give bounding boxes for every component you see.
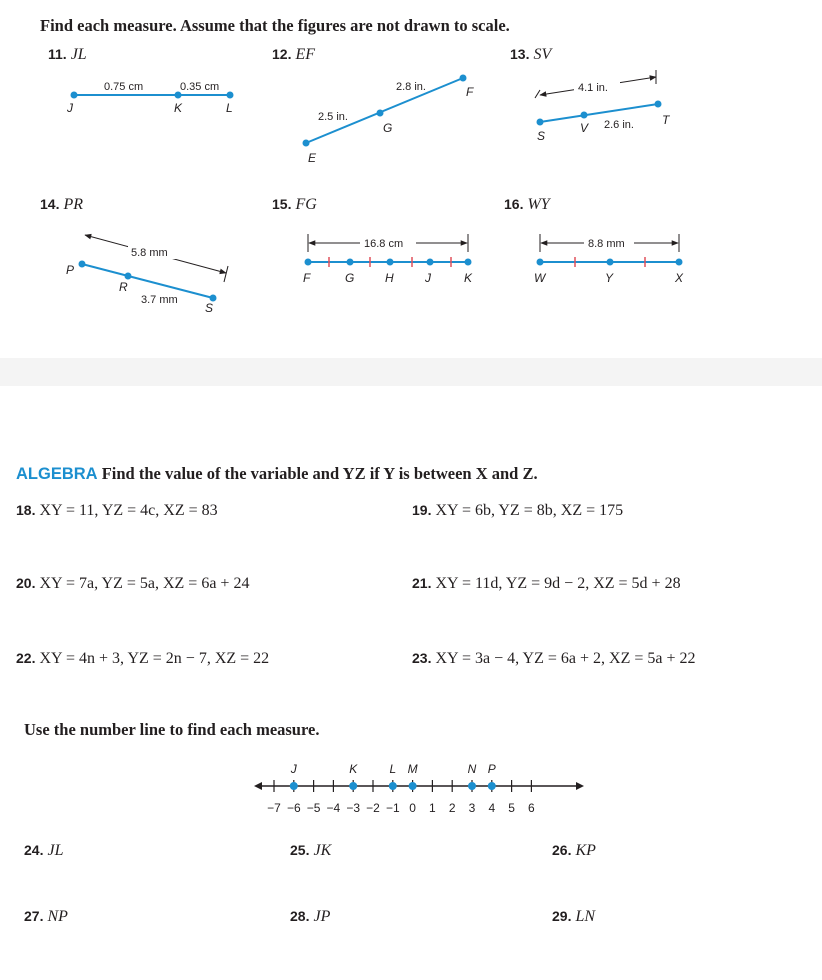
point-x [676,259,683,266]
point-f [305,259,312,266]
problem-text: XY = 11d, YZ = 9d − 2, XZ = 5d + 28 [435,575,681,592]
point-label: G [345,271,355,285]
problem-26 [552,842,596,860]
problem-text: XY = 7a, YZ = 5a, XZ = 6a + 24 [39,575,250,592]
figure-11 [66,81,234,115]
number-line [250,755,590,825]
problem-24 [24,842,63,860]
problem-number: 14. [40,196,60,212]
problem-expression: JK [313,842,332,859]
point-s [537,119,544,126]
problem-number: 22. [16,650,36,666]
point-j [71,92,78,99]
tick-label: −3 [346,801,361,815]
problem-expression: NP [47,908,68,925]
tick-label: 0 [409,801,416,815]
tick-label: 4 [488,801,496,815]
right-arrow-icon [576,782,584,790]
page-divider [0,358,822,386]
length-label: 0.35 cm [180,81,220,93]
problem-29 [552,908,595,926]
figure-14 [66,235,228,315]
point-label: K [174,101,183,115]
point-m [409,782,417,790]
point-l [227,92,234,99]
problem-expression: KP [575,842,596,859]
figure-12 [303,75,475,166]
point-f [460,75,467,82]
length-label: 2.6 in. [604,119,634,131]
point-label: K [349,762,358,776]
problem-number: 13. [510,46,530,62]
length-label: 16.8 cm [364,238,404,250]
length-label: 2.8 in. [396,81,426,93]
problem-22 [16,650,269,668]
problem-expression: PR [63,196,84,213]
problem-28 [290,908,330,926]
problem-19 [412,502,623,520]
problem-27 [24,908,68,926]
problem-20 [16,575,249,593]
point-label: L [226,101,233,115]
length-label: 2.5 in. [318,111,348,123]
point-j [290,782,298,790]
point-label: S [537,129,546,143]
problem-21 [412,575,681,593]
point-label: J [67,101,73,115]
figure-15 [303,234,473,285]
problem-number: 29. [552,908,572,924]
problem-number: 23. [412,650,432,666]
tick-label: 5 [508,801,515,815]
point-n [468,782,476,790]
point-g [347,259,354,266]
point-k [465,259,472,266]
point-label: E [308,151,317,165]
left-arrow-icon [254,782,262,790]
tick-label: −2 [366,801,380,815]
point-label: Y [605,271,614,285]
point-label: T [662,113,670,127]
point-k [349,782,357,790]
point-p [79,261,86,268]
problem-number: 26. [552,842,572,858]
tick-label: 6 [528,801,535,815]
length-label: 5.8 mm [131,247,168,259]
problem-25 [290,842,331,860]
point-label: P [487,762,496,776]
tick-label: 1 [429,801,436,815]
tick-label: −6 [286,801,301,815]
point-l [389,782,397,790]
problem-expression: JL [70,46,87,63]
point-h [387,259,394,266]
figure-13 [535,70,671,143]
tick-label: −5 [306,801,321,815]
problem-expression: JP [313,908,331,925]
problem-expression: WY [527,196,550,213]
algebra-instructions: Find the value of the variable and YZ if Y is between X and Z. [101,464,538,483]
problem-expression: FG [295,196,317,213]
tick-label: −4 [326,801,341,815]
point-label: P [66,263,75,277]
point-label: M [407,762,418,776]
length-label: 3.7 mm [141,294,178,306]
point-label: F [466,85,474,99]
problem-text: XY = 3a − 4, YZ = 6a + 2, XZ = 5a + 22 [435,650,696,667]
point-t [655,101,662,108]
algebra-label: ALGEBRA [16,465,98,483]
point-e [303,140,310,147]
point-label: V [580,121,589,135]
segment-figures [0,0,822,340]
problem-number: 27. [24,908,44,924]
problem-23 [412,650,696,668]
point-r [125,273,132,280]
problem-number: 24. [24,842,44,858]
problem-expression: EF [295,46,316,63]
point-label: S [205,301,214,315]
figure-16 [534,234,684,285]
tick-label: 3 [468,801,476,815]
point-label: J [425,271,431,285]
instructions-heading: Find each measure. Assume that the figures are not drawn to scale. [40,16,510,35]
length-label: 8.8 mm [588,238,625,250]
point-g [377,110,384,117]
problem-number: 15. [272,196,292,212]
tick-label: 2 [448,801,456,815]
problem-text: XY = 11, YZ = 4c, XZ = 83 [39,502,218,519]
problem-number: 28. [290,908,310,924]
length-label: 0.75 cm [104,81,144,93]
problem-text: XY = 6b, YZ = 8b, XZ = 175 [435,502,624,519]
problem-text: XY = 4n + 3, YZ = 2n − 7, XZ = 22 [39,650,270,667]
point-label: H [385,271,394,285]
point-j [427,259,434,266]
problem-number: 16. [504,196,524,212]
point-v [581,112,588,119]
tick-label: −7 [267,801,281,815]
algebra-heading [16,464,538,484]
problem-number: 20. [16,575,36,591]
problem-18 [16,502,218,520]
point-p [488,782,496,790]
point-label: G [383,121,393,135]
tick-label: −1 [385,801,400,815]
problem-expression: LN [575,908,596,925]
problem-number: 18. [16,502,36,518]
length-label: 4.1 in. [578,82,608,94]
number-line-heading: Use the number line to find each measure. [24,720,320,739]
point-label: X [675,271,684,285]
problem-expression: JL [47,842,64,859]
problem-number: 12. [272,46,292,62]
point-w [537,259,544,266]
point-label: N [467,762,477,776]
problem-number: 25. [290,842,310,858]
point-label: L [389,762,397,776]
problem-number: 21. [412,575,432,591]
point-label: W [534,271,546,285]
problem-number: 11. [48,46,67,62]
point-y [607,259,614,266]
point-label: R [119,280,128,294]
point-label: K [464,271,473,285]
point-label: F [303,271,311,285]
point-label: J [290,762,297,776]
problem-number: 19. [412,502,432,518]
problem-expression: SV [533,46,552,63]
